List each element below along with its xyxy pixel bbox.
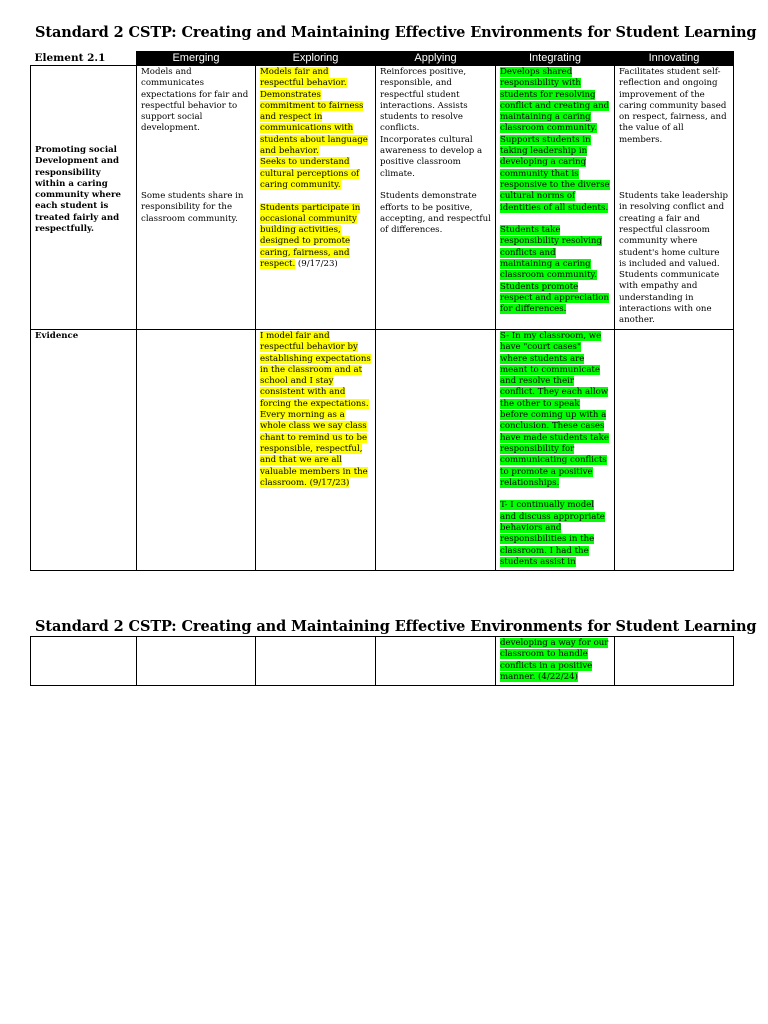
continued-row <box>31 637 734 686</box>
exploring-cell <box>256 66 376 330</box>
continued-cell-3 <box>256 637 376 686</box>
integrating-text-2: Supports students in taking leadership in developing a caring community that is responsive to the diverse cultural norms of identities of all students. <box>500 134 610 213</box>
emerging-cell <box>137 66 256 330</box>
column-header-integrating: Integrating <box>496 52 615 66</box>
continued-cell-6 <box>615 637 734 686</box>
page-title: Standard 2 CSTP: Creating and Maintaining Effective Environments for Student Learning <box>35 24 757 41</box>
applying-text-2: Incorporates cultural awareness to develop a positive classroom climate. <box>380 134 483 179</box>
integrating-text-3: Students take responsibility resolving conflicts and maintaining a caring classroom community. Students promote respect and appreciation for differences. <box>500 225 609 315</box>
continued-integrating-cell <box>496 637 615 686</box>
evidence-integrating-continued-text: developing a way for our classroom to handle conflicts in a positive manner. (4/22/24) <box>500 638 609 682</box>
exploring-text-1: Models fair and respectful behavior. Demonstrates commitment to fairness and respect in communications with students about language and behavior. <box>260 67 368 157</box>
evidence-label: Evidence <box>31 330 137 571</box>
innovating-text-1: Facilitates student self-reflection and ongoing improvement of the caring community based on respect, fairness, and the value of all members. <box>619 67 727 145</box>
evidence-applying-cell <box>376 330 496 571</box>
evidence-emerging-cell <box>137 330 256 571</box>
exploring-text-3: Students participate in occasional community building activities, designed to promote caring, fairness, and respect. <box>260 202 361 270</box>
integrating-text-1: Develops shared responsibility with students for resolving conflict and creating and maintaining a caring classroom community. <box>500 67 610 134</box>
evidence-integrating-cell <box>496 330 615 571</box>
descriptor-row <box>31 66 734 330</box>
column-header-applying: Applying <box>376 52 496 66</box>
applying-text-3: Students demonstrate efforts to be positive, accepting, and respectful of differences. <box>380 191 491 236</box>
element-label: Element 2.1 <box>31 52 137 66</box>
applying-text-1: Reinforces positive, responsible, and respectful student interactions. Assists students to resolve conflicts. <box>380 67 468 134</box>
innovating-cell <box>615 66 734 330</box>
exploring-date: (9/17/23) <box>295 259 338 270</box>
evidence-exploring-text: I model fair and respectful behavior by establishing expectations in the classroom and at school and I stay consistent with and forcing the expectations. Every morning as a whole class we say class chant to remind us to be responsible, respectful, and that we are all valuable members in the classroom. (9/17/23) <box>260 331 371 488</box>
integrating-cell <box>496 66 615 330</box>
column-header-emerging: Emerging <box>137 52 256 66</box>
page-title-continued: Standard 2 CSTP: Creating and Maintaining Effective Environments for Student Learning <box>35 618 757 635</box>
continued-cell-1 <box>31 637 137 686</box>
header-row <box>31 52 734 66</box>
rubric-table <box>30 51 734 571</box>
column-header-innovating: Innovating <box>615 52 734 66</box>
emerging-text-1: Models and communicates expectations for fair and respectful behavior to support social development. <box>141 67 249 134</box>
evidence-innovating-cell <box>615 330 734 571</box>
column-header-exploring: Exploring <box>256 52 376 66</box>
evidence-integrating-teacher-text: T- I continually model and discuss appropriate behaviors and responsibilities in the classroom. I had the students assist in <box>500 500 605 567</box>
element-description: Promoting social Development and responsibility within a caring community where each student is treated fairly and respectfully. <box>35 145 121 235</box>
continued-cell-2 <box>137 637 256 686</box>
exploring-text-2: Seeks to understand cultural perceptions of caring community. <box>260 157 360 190</box>
evidence-exploring-cell <box>256 330 376 571</box>
continued-cell-4 <box>376 637 496 686</box>
element-description-cell <box>31 66 137 330</box>
rubric-table-continued <box>30 636 734 686</box>
applying-cell <box>376 66 496 330</box>
evidence-row <box>31 330 734 571</box>
emerging-text-2: Some students share in responsibility for the classroom community. <box>141 191 244 224</box>
evidence-integrating-student-text: S- In my classroom, we have "court cases" where students are meant to communicate and resolve their conflict. They each allow the other to speak before coming up with a conclusion. These cases have made students take responsibility for communicating conflicts to promote a positive relationships. <box>500 331 609 488</box>
innovating-text-2: Students take leadership in resolving conflict and creating a fair and respectful classroom community where student's home culture is included and valued. Students communicate with empathy and understanding in interactions with one another. <box>619 191 729 326</box>
